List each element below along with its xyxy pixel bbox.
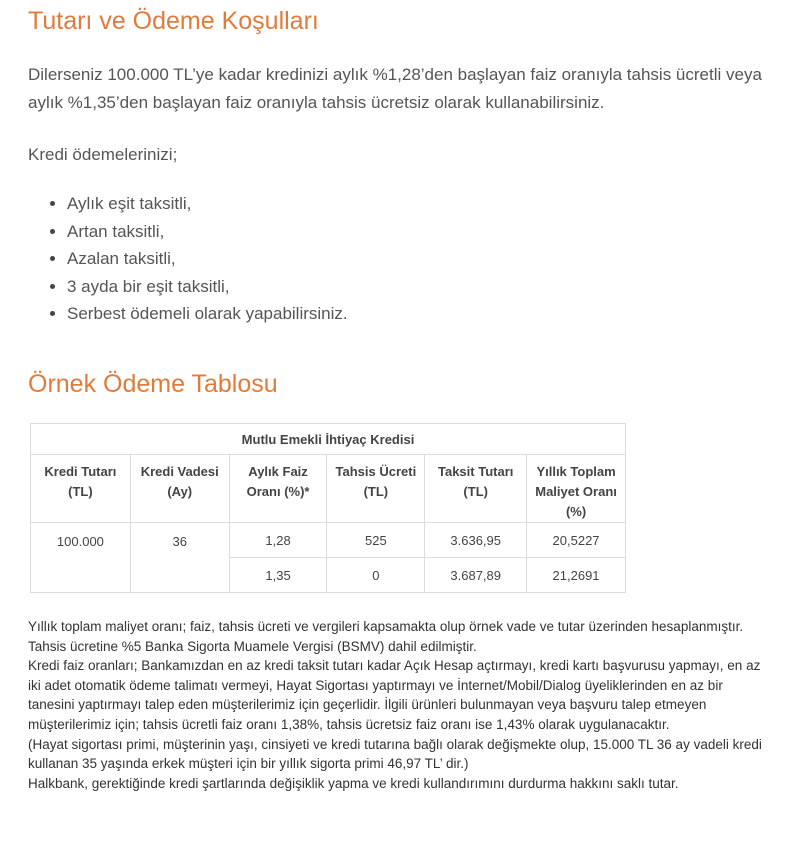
footnote-bsmv: Tahsis ücretine %5 Banka Sigorta Muamele Vergisi (BSMV) dahil edilmiştir. [28, 638, 477, 654]
fee-cell: 525 [327, 523, 425, 558]
payment-option-item: • Aylık eşit taksitli, [67, 190, 348, 218]
credit-term-cell: 36 [130, 523, 229, 593]
apr-cell: 21,2691 [527, 558, 626, 593]
installment-cell: 3.687,89 [425, 558, 527, 593]
rate-cell: 1,28 [229, 523, 327, 558]
installment-cell: 3.636,95 [425, 523, 527, 558]
column-header: Yıllık Toplam Maliyet Oranı (%) [527, 455, 626, 523]
rate-cell: 1,35 [229, 558, 327, 593]
payment-lead-text: Kredi ödemelerinizi; [28, 145, 178, 164]
footnotes [28, 617, 773, 793]
table-caption: Mutlu Emekli İhtiyaç Kredisi [31, 424, 626, 455]
apr-cell: 20,5227 [527, 523, 626, 558]
payment-options-list [28, 190, 348, 328]
payment-option-item: • Artan taksitli, [67, 218, 348, 246]
column-header: Aylık Faiz Oranı (%)* [229, 455, 327, 523]
column-header: Kredi Tutarı (TL) [31, 455, 131, 523]
column-header: Tahsis Ücreti (TL) [327, 455, 425, 523]
footnote-apr: Yıllık toplam maliyet oranı; faiz, tahsis ücreti ve vergileri kapsamakta olup örnek vade ve tutar üzerinden hesaplanmıştır. [28, 619, 744, 634]
intro-paragraph: Dilerseniz 100.000 TL’ye kadar kredinizi aylık %1,28’den başlayan faiz oranıyla tahsis ücretli veya aylık %1,35’den başlayan faiz oranıyla tahsis ücretsiz olarak kullanabilirsiniz. [28, 65, 762, 112]
footnote-insurance: (Hayat sigortası primi, müşterinin yaşı, cinsiyeti ve kredi tutarına bağlı olarak değişmekte olup, 15.000 TL 36 ay vadeli kredi kullanan 35 yaşında erkek müşteri için bir yıllık sigorta primi 46,97 TL’ dir.) [28, 736, 762, 772]
payment-option-item: • Serbest ödemeli olarak yapabilirsiniz. [67, 300, 348, 328]
column-header: Kredi Vadesi (Ay) [130, 455, 229, 523]
footnote-disclaimer: Halkbank, gerektiğinde kredi şartlarında değişiklik yapma ve kredi kullandırımını durdurma hakkını saklı tutar. [28, 775, 679, 791]
credit-amount-cell: 100.000 [31, 523, 131, 593]
footnote-rate-conditions: Kredi faiz oranları; Bankamızdan en az kredi taksit tutarı kadar Açık Hesap açtırmayı, kredi kartı başvurusu yapmayı, en az iki adet otomatik ödeme talimatı vermeyi, Hayat Sigortası yaptırmayı ve İnternet/Mobil/Dialog üyeliklerinden en az bir tanesini yaptırmayı talep eden müşterilerimiz için geçerlidir. İlgili ürünleri bulunmayan veya başvuru talep etmeyen müşterilerimiz için; tahsis ücretli faiz oranı 1,38%, tahsis ücretsiz faiz oranı ise 1,43% olarak uygulanacaktır. [28, 658, 761, 732]
section-title-terms: Tutarı ve Ödeme Koşulları [28, 7, 319, 35]
payment-option-item: • Azalan taksitli, [67, 245, 348, 273]
fee-cell: 0 [327, 558, 425, 593]
sample-payment-table [30, 423, 626, 593]
column-header: Taksit Tutarı (TL) [425, 455, 527, 523]
section-title-sample-table: Örnek Ödeme Tablosu [28, 370, 278, 398]
payment-option-item: • 3 ayda bir eşit taksitli, [67, 273, 348, 301]
table-row [31, 523, 626, 558]
